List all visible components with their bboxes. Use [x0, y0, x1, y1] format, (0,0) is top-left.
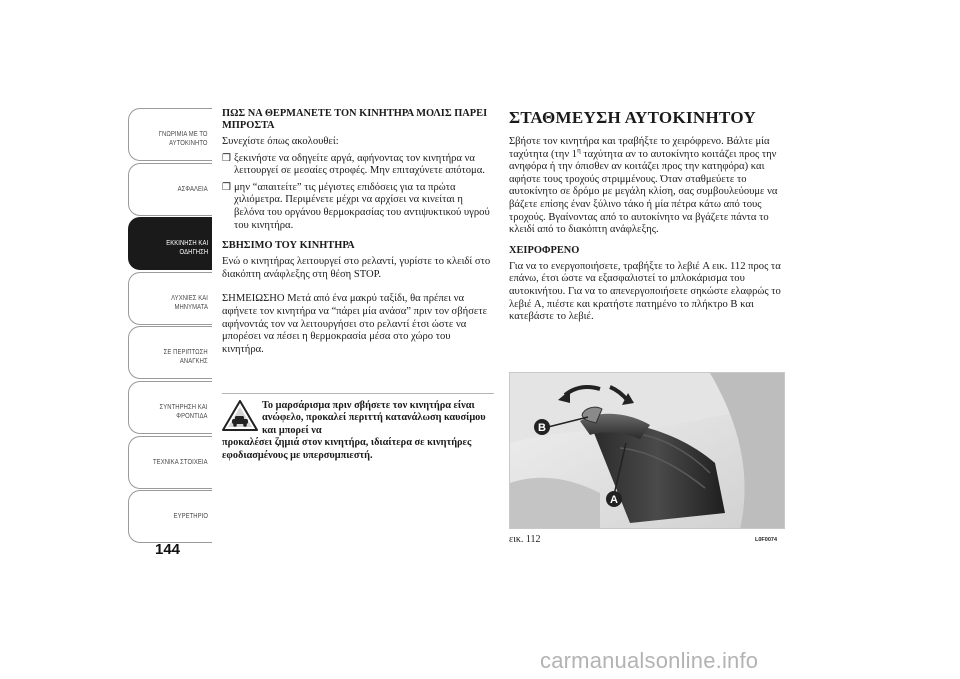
parking-heading: ΣΤΑΘΜΕΥΣΗ ΑΥΤΟΚΙΝΗΤΟΥ — [509, 108, 756, 127]
tab-starting-driving[interactable] — [128, 217, 212, 270]
figure-code: L0F0074 — [754, 537, 777, 543]
tab-label: ΑΣΦΑΛΕΙΑ — [177, 183, 208, 193]
tab-label: ΛΥΧΝΙΕΣ ΚΑΙ ΜΗΝΥΜΑΤΑ — [171, 292, 208, 311]
engine-stop-text: Ενώ ο κινητήρας λειτουργεί στο ρελαντί, γυρίστε το κλειδί στο διακόπτη ανάφλεξης στη θέση STOP. — [222, 256, 491, 280]
warning-triangle-icon — [222, 400, 258, 431]
warning-text-first: Το μαρσάρισμα πριν σβήσετε τον κινητήρα είναι ανώφελο, προκαλεί περιττή κατανάλωση καυσίμου και μπορεί να — [262, 400, 486, 436]
tab-lights-messages[interactable] — [128, 272, 212, 325]
handbrake-heading: ΧΕΙΡΟΦΡΕΝΟ — [509, 244, 580, 256]
warm-up-heading: ΠΩΣ ΝΑ ΘΕΡΜΑΝΕΤΕ ΤΟΝ ΚΙΝΗΤΗΡΑ ΜΟΛΙΣ ΠΑΡΕΙ ΜΠΡΟΣΤΑ — [222, 108, 488, 131]
tab-technical-data[interactable] — [128, 436, 212, 489]
page-number: 144 — [155, 541, 181, 558]
tab-index[interactable] — [128, 490, 212, 543]
tab-emergency[interactable] — [128, 326, 212, 379]
label-a: A — [610, 494, 618, 506]
superscript: η — [577, 146, 581, 155]
left-column — [222, 108, 494, 356]
bullet-item — [222, 153, 494, 178]
tab-label: ΤΕΧΝΙΚΑ ΣΤΟΙΧΕΙΑ — [153, 456, 208, 466]
watermark: carmanualsonline.info — [540, 648, 759, 673]
handbrake-figure — [509, 372, 785, 529]
tab-label: ΣΕ ΠΕΡΙΠΤΩΣΗ ΑΝΑΓΚΗΣ — [163, 347, 208, 366]
label-b: B — [538, 422, 546, 434]
warning-text-rest: προκαλέσει ζημιά στον κινητήρα, ιδιαίτερα σε κινητήρες εφοδιασμένους με υπερσυμπιεστή. — [222, 437, 472, 461]
figure-caption-row — [509, 534, 785, 548]
tab-label: ΕΚΚΙΝΗΣΗ ΚΑΙ ΟΔΗΓΗΣΗ — [166, 238, 208, 257]
tab-label: ΓΝΩΡΙΜΙΑ ΜΕ ΤΟ ΑΥΤΟΚΙΝΗΤΟ — [159, 129, 208, 147]
handbrake-illustration — [510, 373, 785, 529]
checkbox-bullet-icon: ❒ — [222, 152, 231, 164]
right-column — [509, 108, 785, 324]
tab-label: ΣΥΝΤΗΡΗΣΗ ΚΑΙ ΦΡΟΝΤΙΔΑ — [160, 401, 208, 420]
handbrake-text: Για να το ενεργοποιήσετε, τραβήξτε το λεβιέ A εικ. 112 προς τα επάνω, έτσι ώστε να εξασφαλιστεί το μπλοκάρισμα του αυτοκινήτου. Για να το απενεργοποιήσετε σηκώστε ελαφρώς το λεβιέ A, πιέστε και κρατήστε πατημένο το πλήκτρο B και κατεβάστε το λεβιέ. — [509, 260, 781, 323]
bullet-text: ξεκινήστε να οδηγείτε αργά, αφήνοντας τον κινητήρα να λειτουργεί σε μεσαίες στροφές. Μην επιταχύνετε απότομα. — [234, 152, 485, 177]
divider — [222, 393, 494, 394]
tab-maintenance[interactable] — [128, 381, 212, 434]
note-text: ΣΗΜΕΙΩΣΗΟ Μετά από ένα μακρύ ταξίδι, θα πρέπει να αφήνετε τον κινητήρα να “πάρει μία ανάσα” πριν τον σβήσετε αφήνοντάς τον να λειτουργήσει στο ρελαντί έτσι ώστε να μπορέσει να πέσει η θερμοκρασία μέσα στο χώρο του κινητήρα. — [222, 293, 488, 355]
checkbox-bullet-icon: ❒ — [222, 181, 231, 193]
bullet-item — [222, 182, 494, 232]
tab-getting-to-know[interactable] — [128, 108, 212, 161]
figure-caption: εικ. 112 — [509, 534, 541, 545]
parking-text: Σβήστε τον κινητήρα και τραβήξτε το χειρόφρενο. Βάλτε μία ταχύτητα (την $1^\eta$ ταχύτητα αν το αυτοκίνητο κοιτάζει προς την ανηφόρα ή την όπισθεν αν κοιτάζει προς την κατηφόρα) και αφήστε τους τροχούς στριμμένους. Όταν σταθμεύετε το αυτοκίνητο σε δρόμο με μεγάλη κλίση, σας συμβουλεύουμε να βάζετε επίσης έναν ξύλινο τάκο ή μία πέτρα κάτω από τους τροχούς. Βγαίνοντας από το αυτοκίνητο να βγάζετε πάντα το κλειδί από το διακόπτη ανάφλεξης. — [509, 136, 778, 236]
tab-safety[interactable] — [128, 163, 212, 216]
intro-text: Συνεχίστε όπως ακολουθεί: — [222, 136, 339, 147]
warning-box — [222, 400, 494, 462]
tab-label: ΕΥΡΕΤΗΡΙΟ — [173, 511, 208, 521]
chapter-tabs — [128, 108, 212, 545]
bullet-text: μην “απαιτείτε” τις μέγιστες επιδόσεις για τα πρώτα χιλιόμετρα. Περιμένετε μέχρι να αρχίσει να κινείται η βελόνα του οργάνου θερμοκρασίας του αντιψυκτικού υγρού του κινητήρα. — [234, 181, 490, 231]
engine-stop-heading: ΣΒΗΣΙΜΟ ΤΟΥ ΚΙΝΗΤΗΡΑ — [222, 240, 355, 252]
